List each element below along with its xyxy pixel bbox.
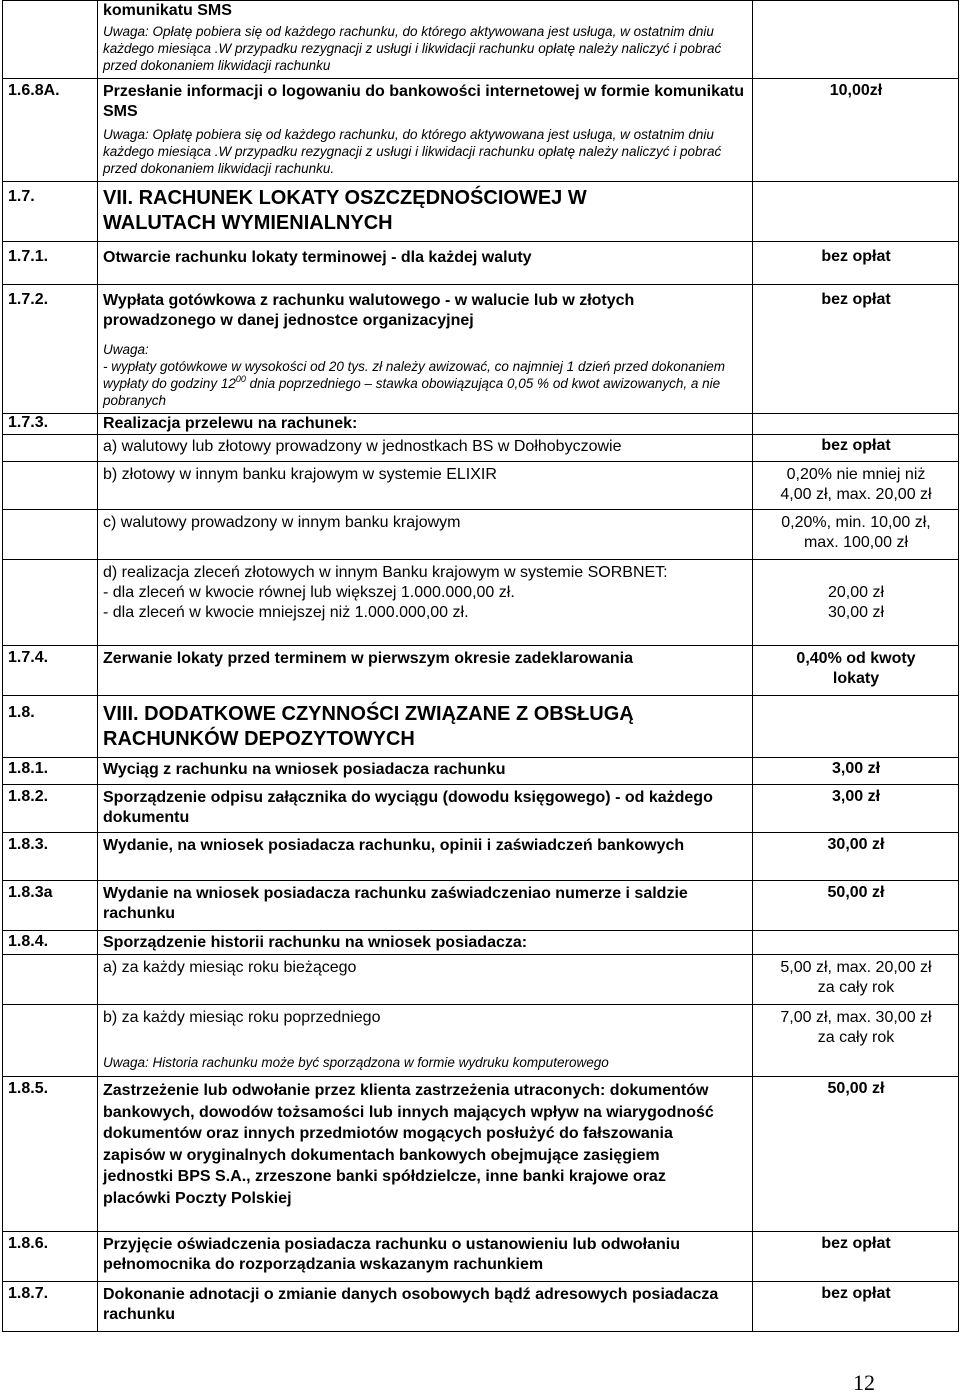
sub-item: b) za każdy miesiąc roku poprzedniego: [103, 1009, 381, 1026]
row-fee: bez opłat: [753, 242, 959, 285]
row-description: [98, 1232, 753, 1282]
fee-value: 0,40% od kwoty lokaty: [796, 650, 916, 687]
row-fee: [753, 182, 959, 242]
row-description: [98, 435, 753, 462]
row-description: [98, 955, 753, 1005]
sub-item: a) walutowy lub złotowy prowadzony w jednostkach BS w Dołhobyczowie: [103, 438, 622, 455]
row-number: [3, 462, 98, 510]
table-row: [3, 560, 959, 646]
table-row: [3, 285, 959, 414]
row-fee: [753, 510, 959, 560]
section-title-cell: [98, 182, 753, 242]
table-row: [3, 1005, 959, 1077]
sub-item: b) złotowy w innym banku krajowym w systemie ELIXIR: [103, 466, 497, 483]
row-title: Zerwanie lokaty przed terminem w pierwszym okresie zadeklarowania: [103, 650, 633, 667]
section-title: VIII. DODATKOWE CZYNNOŚCI ZWIĄZANE Z OBSŁUGĄ RACHUNKÓW DEPOZYTOWYCH: [103, 703, 634, 750]
section-title: VII. RACHUNEK LOKATY OSZCZĘDNOŚCIOWEJ W WALUTACH WYMIENIALNYCH: [103, 187, 587, 234]
table-row: [3, 1282, 959, 1332]
row-title: Przesłanie informacji o logowaniu do bankowości internetowej w formie komunikatu SMS: [103, 83, 744, 120]
row-number: 1.8.3.: [3, 833, 98, 881]
row-fee: 10,00zł: [753, 79, 959, 182]
page-number: 12: [853, 1370, 875, 1395]
row-title: Sporządzenie historii rachunku na wniosek posiadacza:: [103, 934, 528, 951]
row-title: Otwarcie rachunku lokaty terminowej - dla każdej waluty: [103, 249, 532, 266]
row-number: 1.7.1.: [3, 242, 98, 285]
row-description: [98, 462, 753, 510]
note-text: dnia poprzedniego – stawka obowiązująca 0,05 % od kwot awizowanych, a nie pobranych: [103, 376, 721, 408]
row-description: [98, 510, 753, 560]
fee-line: za cały rok: [817, 979, 895, 996]
row-description: [98, 79, 753, 182]
fee-line: 4,00 zł, max. 20,00 zł: [780, 486, 932, 503]
row-number: 1.8.7.: [3, 1282, 98, 1332]
row-fee: 3,00 zł: [753, 785, 959, 833]
row-fee: bez opłat: [753, 435, 959, 462]
table-row: [3, 414, 959, 435]
table-row: [3, 242, 959, 285]
row-fee: 50,00 zł: [753, 1077, 959, 1232]
table-row: [3, 435, 959, 462]
table-row: [3, 462, 959, 510]
table-row: [3, 182, 959, 242]
fee-line: max. 100,00 zł: [803, 534, 909, 551]
row-note-head: Uwaga:: [103, 342, 149, 357]
row-fee: 30,00 zł: [753, 833, 959, 881]
fee-line: za cały rok: [817, 1029, 895, 1046]
table-row: [3, 1077, 959, 1232]
row-note: [103, 358, 748, 409]
row-title: Dokonanie adnotacji o zmianie danych osobowych bądź adresowych posiadacza rachunku: [103, 1286, 719, 1323]
table-row: [3, 510, 959, 560]
fee-line: 0,20% nie mniej niż: [786, 466, 926, 483]
sub-item-line: - dla zleceń w kwocie mniejszej niż 1.000.000,00 zł.: [103, 604, 469, 621]
row-description: [98, 758, 753, 785]
fee-line: 30,00 zł: [827, 604, 885, 621]
row-description: [98, 1, 753, 79]
row-description: [98, 833, 753, 881]
row-description: [98, 242, 753, 285]
row-description: [98, 931, 753, 955]
table-row: [3, 1, 959, 79]
row-description: [98, 646, 753, 696]
row-fee: [753, 696, 959, 758]
row-note: Uwaga: Historia rachunku może być sporządzona w formie wydruku komputerowego: [103, 1055, 609, 1070]
row-fee: [753, 462, 959, 510]
table-row: [3, 646, 959, 696]
row-fee: bez opłat: [753, 1282, 959, 1332]
row-description: [98, 414, 753, 435]
row-title: Sporządzenie odpisu załącznika do wyciągu (dowodu księgowego) - od każdego dokumentu: [103, 789, 713, 826]
fee-line: 20,00 zł: [827, 584, 885, 601]
row-fee: bez opłat: [753, 285, 959, 414]
row-note: Uwaga: Opłatę pobiera się od każdego rachunku, do którego aktywowana jest usługa, w ostatnim dniu każdego miesiąca .W przypadku rezygnacji z usługi i likwidacji rachunku opłatę należy naliczyć i pobrać przed dokonaniem likwidacji rachunku: [103, 24, 722, 73]
section-title-cell: [98, 696, 753, 758]
row-number: [3, 510, 98, 560]
row-description: [98, 881, 753, 931]
row-title-continued: komunikatu SMS: [103, 2, 232, 19]
row-description: [98, 560, 753, 646]
row-description: [98, 785, 753, 833]
row-fee: [753, 931, 959, 955]
row-number: 1.6.8A.: [3, 79, 98, 182]
sub-item: c) walutowy prowadzony w innym banku krajowym: [103, 514, 461, 531]
row-number: 1.7.3.: [3, 414, 98, 435]
section-number: 1.7.: [3, 182, 98, 242]
row-number: [3, 955, 98, 1005]
row-number: 1.7.4.: [3, 646, 98, 696]
row-title: Zastrzeżenie lub odwołanie przez klienta zastrzeżenia utraconych: dokumentów bankowych, dowodów tożsamości lub innych mających wpływ na wiarygodność dokumentów oraz innych przedmiotów mogących posłużyć do fałszowania zapisów w oryginalnych dokumentach bankowych obejmujące zasięgiem jednostki BPS S.A., zrzeszone banki spółdzielcze, inne banki krajowe oraz placówki Poczty Polskiej: [103, 1082, 714, 1207]
row-number: [3, 1, 98, 79]
row-title: Realizacja przelewu na rachunek:: [103, 415, 358, 432]
fee-line: 0,20%, min. 10,00 zł,: [781, 514, 931, 531]
row-fee: 3,00 zł: [753, 758, 959, 785]
section-number: 1.8.: [3, 696, 98, 758]
table-row: [3, 785, 959, 833]
row-number: 1.8.2.: [3, 785, 98, 833]
row-fee: [753, 1005, 959, 1077]
row-description: [98, 1077, 753, 1232]
row-number: 1.8.6.: [3, 1232, 98, 1282]
table-row: [3, 881, 959, 931]
row-number: 1.7.2.: [3, 285, 98, 414]
row-description: [98, 1282, 753, 1332]
row-fee: [753, 1, 959, 79]
table-row: [3, 931, 959, 955]
row-title: Wypłata gotówkowa z rachunku walutowego - w walucie lub w złotych prowadzonego w danej jednostce organizacyjnej: [103, 292, 635, 329]
table-row: [3, 696, 959, 758]
row-title: Wydanie, na wniosek posiadacza rachunku, opinii i zaświadczeń bankowych: [103, 837, 685, 854]
row-fee: 50,00 zł: [753, 881, 959, 931]
row-fee: [753, 646, 959, 696]
row-description: [98, 285, 753, 414]
row-number: 1.8.4.: [3, 931, 98, 955]
row-number: 1.8.3a: [3, 881, 98, 931]
row-fee: bez opłat: [753, 1232, 959, 1282]
fee-table: [2, 0, 959, 1332]
sub-item-line: - dla zleceń w kwocie równej lub większej 1.000.000,00 zł.: [103, 584, 515, 601]
row-number: [3, 435, 98, 462]
row-number: [3, 560, 98, 646]
row-title: Wydanie na wniosek posiadacza rachunku zaświadczeniao numerze i saldzie rachunku: [103, 885, 688, 922]
row-fee: [753, 414, 959, 435]
table-row: [3, 79, 959, 182]
fee-line: 5,00 zł, max. 20,00 zł: [780, 959, 932, 976]
table-row: [3, 1232, 959, 1282]
row-description: [98, 1005, 753, 1077]
row-number: [3, 1005, 98, 1077]
note-superscript: 00: [235, 374, 246, 384]
table-row: [3, 833, 959, 881]
row-number: 1.8.1.: [3, 758, 98, 785]
row-fee: [753, 560, 959, 646]
note-text: - wypłaty gotówkowe w wysokości od 20 tys. zł należy awizować, co najmniej 1 dzień przed dokonaniem wypłaty do godziny 12: [103, 359, 726, 391]
row-fee: [753, 955, 959, 1005]
sub-item: d) realizacja zleceń złotowych w innym Banku krajowym w systemie SORBNET:: [103, 564, 668, 581]
row-title: Wyciąg z rachunku na wniosek posiadacza rachunku: [103, 761, 506, 778]
row-note: Uwaga: Opłatę pobiera się od każdego rachunku, do którego aktywowana jest usługa, w ostatnim dniu każdego miesiąca .W przypadku rezygnacji z usługi i likwidacji rachunku opłatę należy naliczyć i pobrać przed dokonaniem likwidacji rachunku.: [103, 127, 722, 176]
table-row: [3, 758, 959, 785]
table-row: [3, 955, 959, 1005]
row-title: Przyjęcie oświadczenia posiadacza rachunku o ustanowieniu lub odwołaniu pełnomocnika do rozporządzania wskazanym rachunkiem: [103, 1236, 681, 1273]
fee-line: 7,00 zł, max. 30,00 zł: [780, 1009, 932, 1026]
sub-item: a) za każdy miesiąc roku bieżącego: [103, 959, 357, 976]
row-number: 1.8.5.: [3, 1077, 98, 1232]
